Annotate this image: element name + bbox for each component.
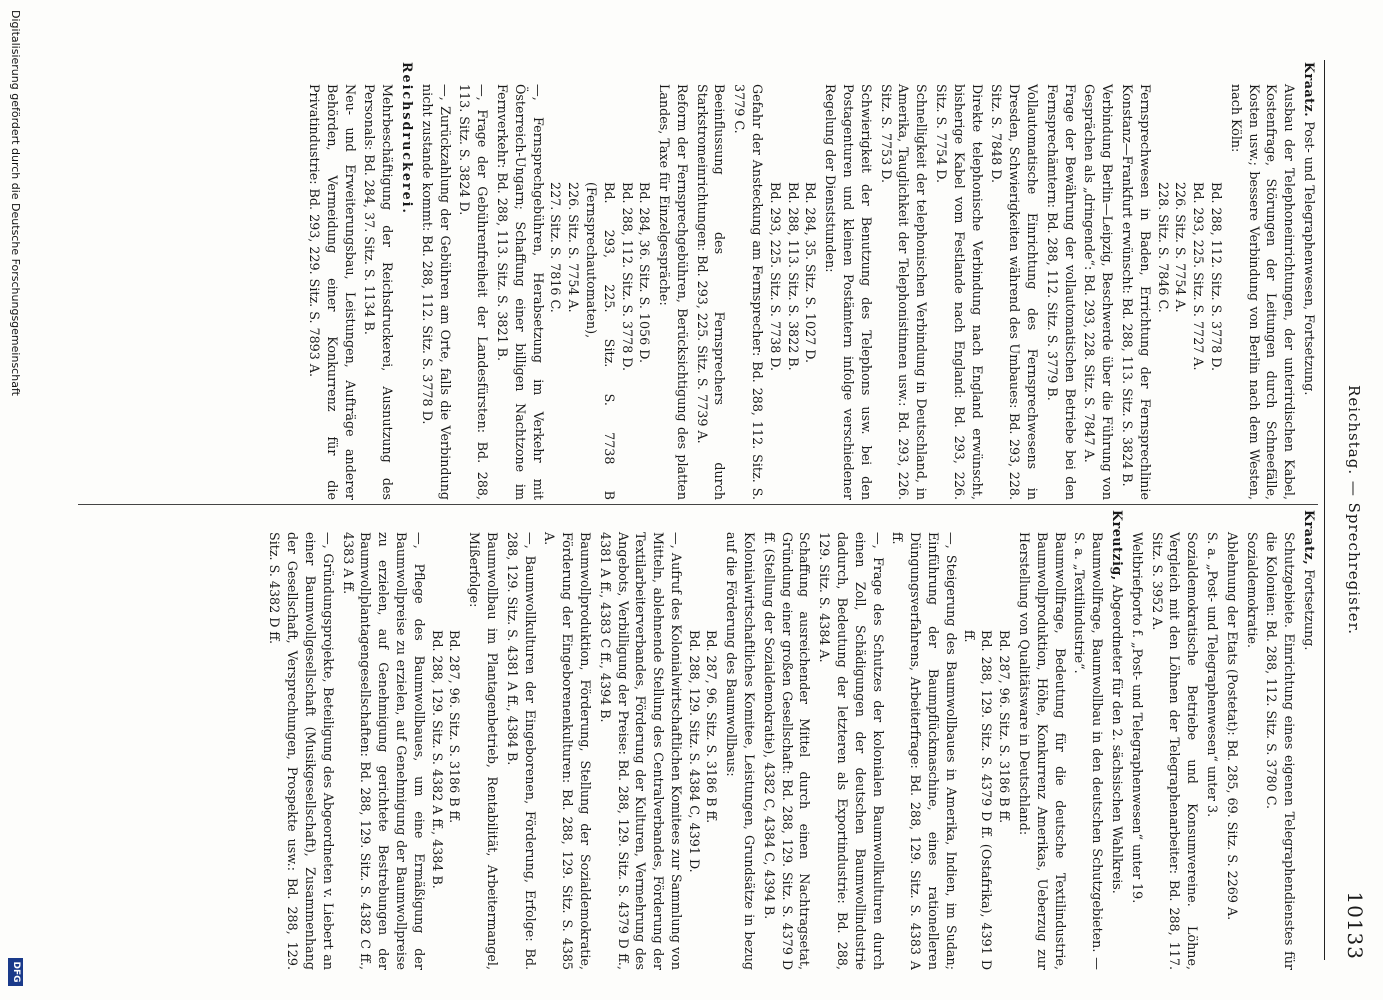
index-entry: —, Aufruf des Kolonialwirtschaftlichen Komitees zur Sammlung von Mitteln, ablehnende Stellung des Centralverbandes, Förderung der Textilarbeiterverbandes, Förderung der Kulturen, Vermehrung des Angebots, Verbilligung der Preise: Bd. 288, 129. Sitz. S. 4379 D ff., 4381 A ff., 4383 C ff., 4394 B. bbox=[597, 532, 684, 970]
page-number: 10133 bbox=[1343, 891, 1367, 960]
index-entry: Frage der Bewährung der vollautomatischen Betriebe bei den Fernsprechämtern: Bd. 288, 112. Sitz. S. 3779 B. bbox=[1044, 84, 1078, 500]
right-speaker-name: Kraatz, bbox=[1302, 510, 1317, 566]
reference-line: Bd. 287, 96. Sitz. S. 3186 B ff. bbox=[704, 630, 720, 824]
index-entry: —, Gründungsprojekte, Beteiligung des Abgeordneten v. Liebert an einer Baumwollgesellschaft (Musikgesellschaft), Zusammenhang der Gesellschaft, Versprechungen, Prospekte usw.: Bd. 288, 129. Sitz. S. 4382 D ff. bbox=[267, 532, 336, 970]
index-entry: Schnelligkeit der telephonischen Verbindung in Deutschland, in Amerika, Tauglichkeit der Telephonistinnen usw.: Bd. 293, 226. Sitz. S. 7753 D. bbox=[878, 84, 930, 500]
right-entry-list bbox=[1128, 510, 1298, 970]
reference-line: Bd. 288, 129. Sitz. S. 4384 C, 4391 D. bbox=[686, 630, 702, 873]
right-heading-rest: Fortsetzung. bbox=[1302, 569, 1317, 651]
reference-line: Bd. 287, 96. Sitz. S. 3186 B ff. bbox=[997, 630, 1013, 824]
right-second-entry-list bbox=[266, 510, 1107, 970]
index-entry: Baumwollbau im Plantagenbetrieb, Rentabilität, Arbeitermangel, Mißerfolge: bbox=[467, 532, 500, 970]
left-heading-rest: Post- und Telegraphenwesen, Fortsetzung. bbox=[1302, 121, 1317, 396]
reference-line: Bd. 284, 35. Sitz. S. 1027 D. bbox=[803, 182, 819, 363]
left-speaker-name: Kraatz. bbox=[1302, 62, 1317, 118]
index-entry: Baumwollproduktion, Förderung, Stellung der Sozialdemokratie, Förderung der Eingeborenenkulturen: Bd. 288, 129. Sitz. S. 4385 A. bbox=[542, 532, 593, 970]
index-entry: Kolonialwirtschaftliches Komitee, Leistungen, Grundsätze in bezug auf die Förderung des Baumwollbaus: bbox=[724, 532, 758, 970]
index-entry: —, Fernsprechgebühren, Herabsetzung im Verkehr mit Österreich-Ungarn; Schaffung einer billigen Nachtzone im Fernverkehr: Bd. 288, 113. Sitz. S. 3821 B. bbox=[494, 84, 546, 500]
dfg-logo: DFG bbox=[8, 958, 23, 986]
reference-line: 226. Sitz. S. 7754 A. bbox=[566, 182, 582, 313]
index-entry: —, Zurückzahlung der Gebühren am Orte, falls die Verbindung nicht zustande kommt: Bd. 288, 112. Sitz. S. 3778 D. bbox=[419, 84, 453, 500]
column-divider bbox=[78, 504, 1318, 505]
index-entry: Baumwollfrage, Bedeutung für die deutsche Textilindustrie, Baumwollproduktion, Höhe, Konkurrenz Amerikas, Ueberzug zur Herstellung von Qualitätsware in Deutschland: bbox=[1017, 532, 1068, 970]
index-entry: —, Steigerung des Baumwollbaues in Amerika, Indien, im Sudan; Einführung der Baumpflückmaschine, eines rationelleren Düngungsverfahrens, Arbeiterfrage: Bd. 288, 129. Sitz. S. 4383 A ff. bbox=[890, 532, 959, 970]
index-entry: Vollautomatische Einrichtung des Fernsprechwesens in Dresden, Schwierigkeiten während des Umbaues: Bd. 293, 228. Sitz. S. 7848 D. bbox=[989, 84, 1041, 500]
reference-line: 228. Sitz. S. 7846 C. bbox=[1155, 182, 1171, 313]
index-entry: Beeinflussung des Fernsprechers durch Starkstromeinrichtungen: Bd. 293, 225. Sitz. S. 7739 A. bbox=[694, 84, 728, 500]
index-entry: —, Frage des Schutzes der kolonialen Baumwollkulturen durch einen Zoll, Schädigungen der deutschen Baumwollindustrie dadurch, Bedeutung der letzteren als Exportindustrie: Bd. 288, 129. Sitz. S. 4384 A. bbox=[817, 532, 886, 970]
left-second-heading: Reichsdruckerei. bbox=[399, 62, 415, 215]
index-entry: —, Baumwollkulturen der Eingeborenen, Förderung, Erfolge: Bd. 288, 129. Sitz. S. 4381 A ff., 4384 B. bbox=[504, 532, 538, 970]
right-heading-line bbox=[1300, 510, 1318, 970]
reference-line: Bd. 284, 36. Sitz. S. 1056 D. bbox=[637, 182, 653, 363]
left-second-entry-list bbox=[305, 62, 396, 500]
index-entry: Schutzgebiete. Einrichtung eines eigenen Telegraphendienstes für die Kolonien: Bd. 288, 112. Sitz. S. 3780 C. bbox=[1264, 532, 1298, 970]
reference-line: 227. Sitz. S. 7816 C. bbox=[548, 182, 564, 313]
header-rule bbox=[1324, 60, 1325, 960]
reference-line: Bd. 293, 225. Sitz. S. 7738 D. bbox=[767, 182, 783, 372]
index-entry: S. a. „Post- und Telegraphenwesen“ unter 3. bbox=[1205, 532, 1221, 818]
index-entry: Schwierigkeit der Benutzung des Telephons usw. bei den Postagenturen und kleinen Postämtern infolge verschiedener Regelung der Dienststunden: bbox=[823, 84, 874, 500]
index-entry: Direkte telephonische Verbindung nach England erwünscht, bisherige Kabel vom Festlande nach England: Bd. 293, 226. Sitz. S. 7754 D. bbox=[934, 84, 985, 500]
right-second-heading-rest: Abgeordneter für den 2. sächsischen Wahlkreis. bbox=[1110, 584, 1126, 894]
index-entry: Gefahr der Ansteckung am Fernsprecher: Bd. 288, 112. Sitz. S. 3779 C. bbox=[732, 84, 766, 500]
left-entry-list bbox=[418, 62, 1298, 500]
index-entry: Reform der Fernsprechgebühren, Berücksichtigung des platten Landes, Taxe für Einzelgespräche: bbox=[657, 84, 690, 500]
index-entry: —, Pflege des Baumwollbaues, um eine Ermäßigung der Baumwollpreise zu erzielen, auf Genehmigung der Baumwollpreise zu erzielen, auf Genehmigung gerichtete Bestrebungen der Baumwollplantagengesellschaften: Bd. 288, 129. Sitz. S. 4382 C ff., 4383 A ff. bbox=[340, 532, 427, 970]
left-heading-line bbox=[1300, 62, 1318, 500]
index-entry: Ablehnung der Etats (Postetat): Bd. 285, 69. Sitz. S. 2269 A. bbox=[1224, 532, 1240, 921]
reference-line: Bd. 288, 112. Sitz. S. 3778 D. bbox=[1209, 182, 1225, 372]
right-second-speaker-name: Kreutzig, bbox=[1110, 510, 1126, 581]
reference-line: Bd. 288, 112. Sitz. S. 3778 D. bbox=[619, 182, 635, 372]
index-entry: Baumwollfrage, Baumwollbau in den deutschen Schutzgebieten. — S. a. „Textilindustrie“. bbox=[1072, 532, 1106, 970]
page-footer bbox=[0, 0, 30, 1000]
reference-line: Bd. 288, 113. Sitz. S. 3822 B. bbox=[785, 182, 801, 371]
reference-line: Bd. 293, 225. Sitz. S. 7738 B (Fernsprechautomaten), bbox=[583, 182, 617, 500]
reference-line: 226. Sitz. S. 7754 A. bbox=[1173, 182, 1189, 313]
index-entry: —, Frage der Gebührenfreiheit der Landesfürsten: Bd. 288, 113. Sitz. S. 3824 D. bbox=[457, 84, 491, 500]
right-second-heading-line bbox=[1108, 510, 1126, 970]
index-entry: Neu- und Erweiterungsbau, Leistungen, Aufträge anderer Behörden, Vermeidung einer Konkurrenz für die Privatindustrie: Bd. 293, 229. Sitz. S. 7893 A. bbox=[306, 84, 358, 500]
index-entry: Sozialdemokratie. bbox=[1244, 532, 1260, 649]
index-entry: Weltbriefporto f. „Post- und Telegraphenwesen“ unter 19. bbox=[1129, 532, 1145, 904]
left-column bbox=[58, 62, 1318, 500]
reference-line: Bd. 287, 96. Sitz. S. 3186 B ff. bbox=[447, 630, 463, 824]
index-entry: Verbindung Berlin—Leipzig, Beschwerde über die Führung von Gesprächen als „dringende“: Bd. 293, 228. Sitz. S. 7847 A. bbox=[1082, 84, 1116, 500]
page-title: Reichstag. — Sprechregister. bbox=[1345, 385, 1363, 635]
page-header bbox=[1335, 60, 1375, 960]
index-entry: Mehrbeschäftigung der Reichsdruckerei, Ausnutzung des Personals: Bd. 284, 37. Sitz. S. 1134 B. bbox=[362, 84, 396, 500]
index-entry: Sozialdemokratische Betriebe und Konsumvereine. Löhne, Vergleich mit den Löhnen der Telegraphenarbeiter: Bd. 288, 117. Sitz. S. 3952 A. bbox=[1149, 532, 1201, 970]
reference-line: Bd. 293, 225. Sitz. S. 7727 A. bbox=[1191, 182, 1207, 371]
reference-line: Bd. 288, 129. Sitz. S. 4379 D ff. (Ostafrika), 4391 D ff. bbox=[961, 630, 995, 970]
reference-line: Bd. 288, 129. Sitz. S. 4382 A ff., 4384 B. bbox=[429, 630, 445, 889]
right-column bbox=[58, 510, 1318, 970]
index-entry: Fernsprechwesen in Baden, Errichtung der Fernsprechlinie Konstanz—Frankfurt erwünscht: Bd. 288, 113. Sitz. S. 3824 B. bbox=[1120, 84, 1153, 500]
index-entry: Ausbau der Telephoneinrichtungen, der unterirdischen Kabel, Kostenfrage, Störungen der Leitungen durch Schneefälle, Kosten usw.; bessere Verbindung von Berlin nach dem Westen, nach Köln: bbox=[1228, 84, 1298, 500]
digitization-credit: Digitalisierung gefördert durch die Deutsche Forschungsgemeinschaft bbox=[9, 10, 22, 396]
index-entry: Schaffung ausreichender Mittel durch einen Nachtragsetat, Gründung einer großen Gesellschaft: Bd. 288, 129. Sitz. S. 4379 D ff. (Stellung der Sozialdemokratie), 4382 C, 4384 C, 4394 B. bbox=[761, 532, 813, 970]
